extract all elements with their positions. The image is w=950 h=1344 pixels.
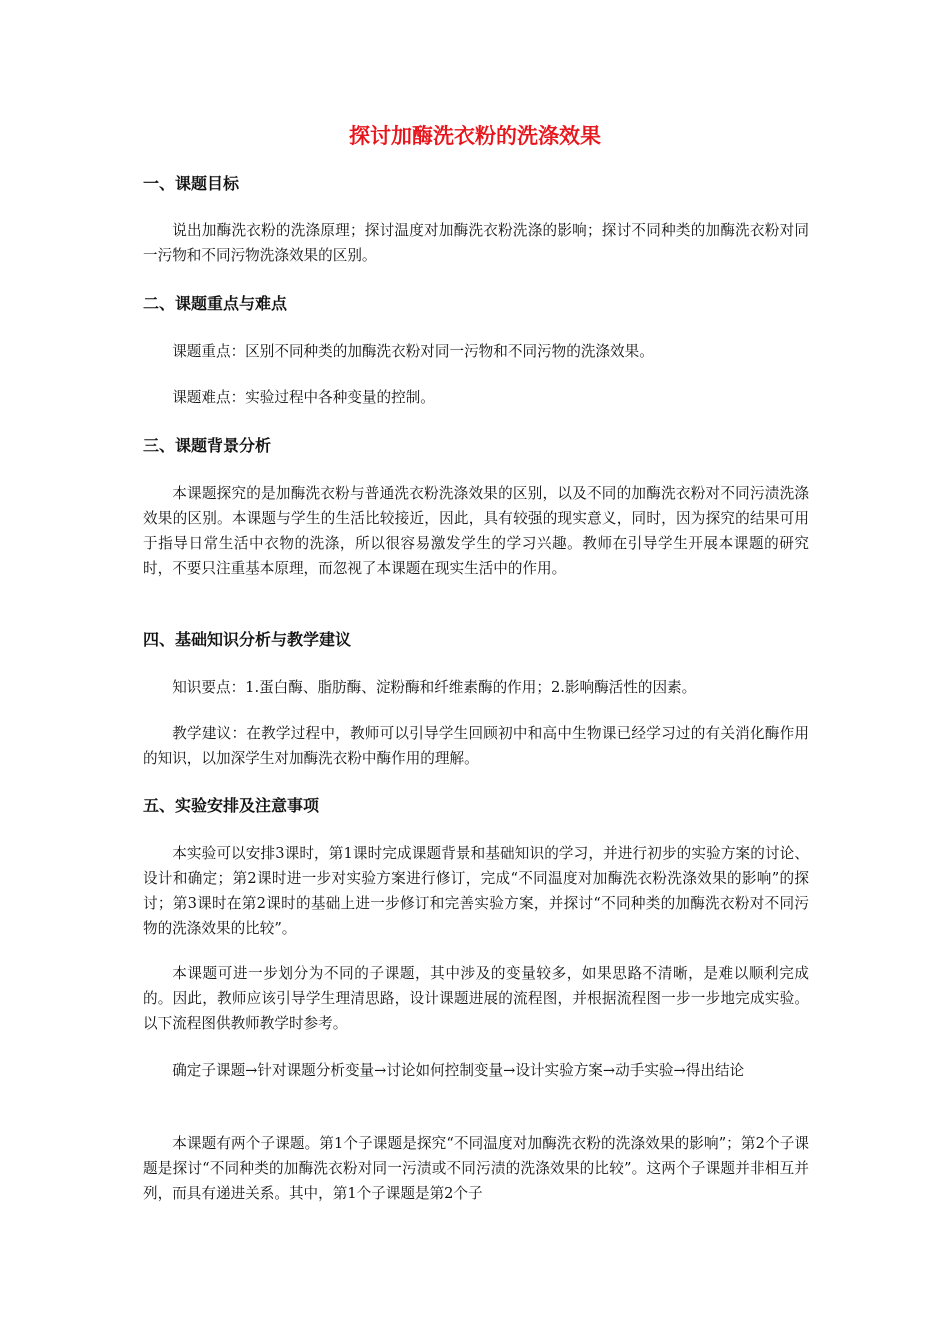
paragraph-arrangement: 本实验可以安排3课时，第1课时完成课题背景和基础知识的学习，并进行初步的实验方案的讨论、设计和确定；第2课时进一步对实验方案进行修订，完成“不同温度对加酶洗衣粉洗涤效果的影响”的探讨；第3课时在第2课时的基础上进一步修订和完善实验方案，并探讨“不同种类的加酶洗衣粉对不同污物的洗涤效果的比较”。 bbox=[143, 845, 809, 937]
paragraph-background: 本课题探究的是加酶洗衣粉与普通洗衣粉洗涤效果的区别，以及不同的加酶洗衣粉对不同污渍洗涤效果的区别。本课题与学生的生活比较接近，因此，具有较强的现实意义，同时，因为探究的结果可用于指导日常生活中衣物的洗涤，所以很容易激发学生的学习兴趣。教师在引导学生开展本课题的研究时，不要只注重基本原理，而忽视了本课题在现实生活中的作用。 bbox=[143, 485, 809, 577]
paragraph-teaching-advice: 教学建议：在教学过程中，教师可以引导学生回顾初中和高中生物课已经学习过的有关消化酶作用的知识，以加深学生对加酶洗衣粉中酶作用的理解。 bbox=[143, 725, 809, 767]
paragraph-two-subtopics: 本课题有两个子课题。第1个子课题是探究“不同温度对加酶洗衣粉的洗涤效果的影响”；第2个子课题是探讨“不同种类的加酶洗衣粉对同一污渍或不同污渍的洗涤效果的比较”。这两个子课题并非相互并列，而具有递进关系。其中，第1个子课题是第2个子 bbox=[143, 1135, 809, 1202]
paragraph-difficulty: 课题难点：实验过程中各种变量的控制。 bbox=[172, 389, 435, 406]
document-title: 探讨加酶洗衣粉的洗涤效果 bbox=[349, 124, 601, 148]
section-heading-arrangement: 五、实验安排及注意事项 bbox=[143, 796, 320, 815]
paragraph-focus: 课题重点：区别不同种类的加酶洗衣粉对同一污物和不同污物的洗涤效果。 bbox=[172, 343, 654, 360]
paragraph-flowchart: 确定子课题→针对课题分析变量→讨论如何控制变量→设计实验方案→动手实验→得出结论 bbox=[172, 1062, 745, 1079]
paragraph-goals: 说出加酶洗衣粉的洗涤原理；探讨温度对加酶洗衣粉洗涤的影响；探讨不同种类的加酶洗衣粉对同一污物和不同污物洗涤效果的区别。 bbox=[143, 222, 809, 264]
section-heading-background: 三、课题背景分析 bbox=[143, 436, 272, 455]
section-heading-goals: 一、课题目标 bbox=[143, 174, 240, 193]
section-heading-focus: 二、课题重点与难点 bbox=[143, 294, 288, 313]
paragraph-knowledge-points: 知识要点：1.蛋白酶、脂肪酶、淀粉酶和纤维素酶的作用；2.影响酶活性的因素。 bbox=[172, 679, 697, 696]
section-heading-knowledge: 四、基础知识分析与教学建议 bbox=[143, 630, 352, 649]
paragraph-subtopics: 本课题可进一步划分为不同的子课题，其中涉及的变量较多，如果思路不清晰，是难以顺利完成的。因此，教师应该引导学生理清思路，设计课题进展的流程图，并根据流程图一步一步地完成实验。以下流程图供教师教学时参考。 bbox=[143, 965, 809, 1032]
